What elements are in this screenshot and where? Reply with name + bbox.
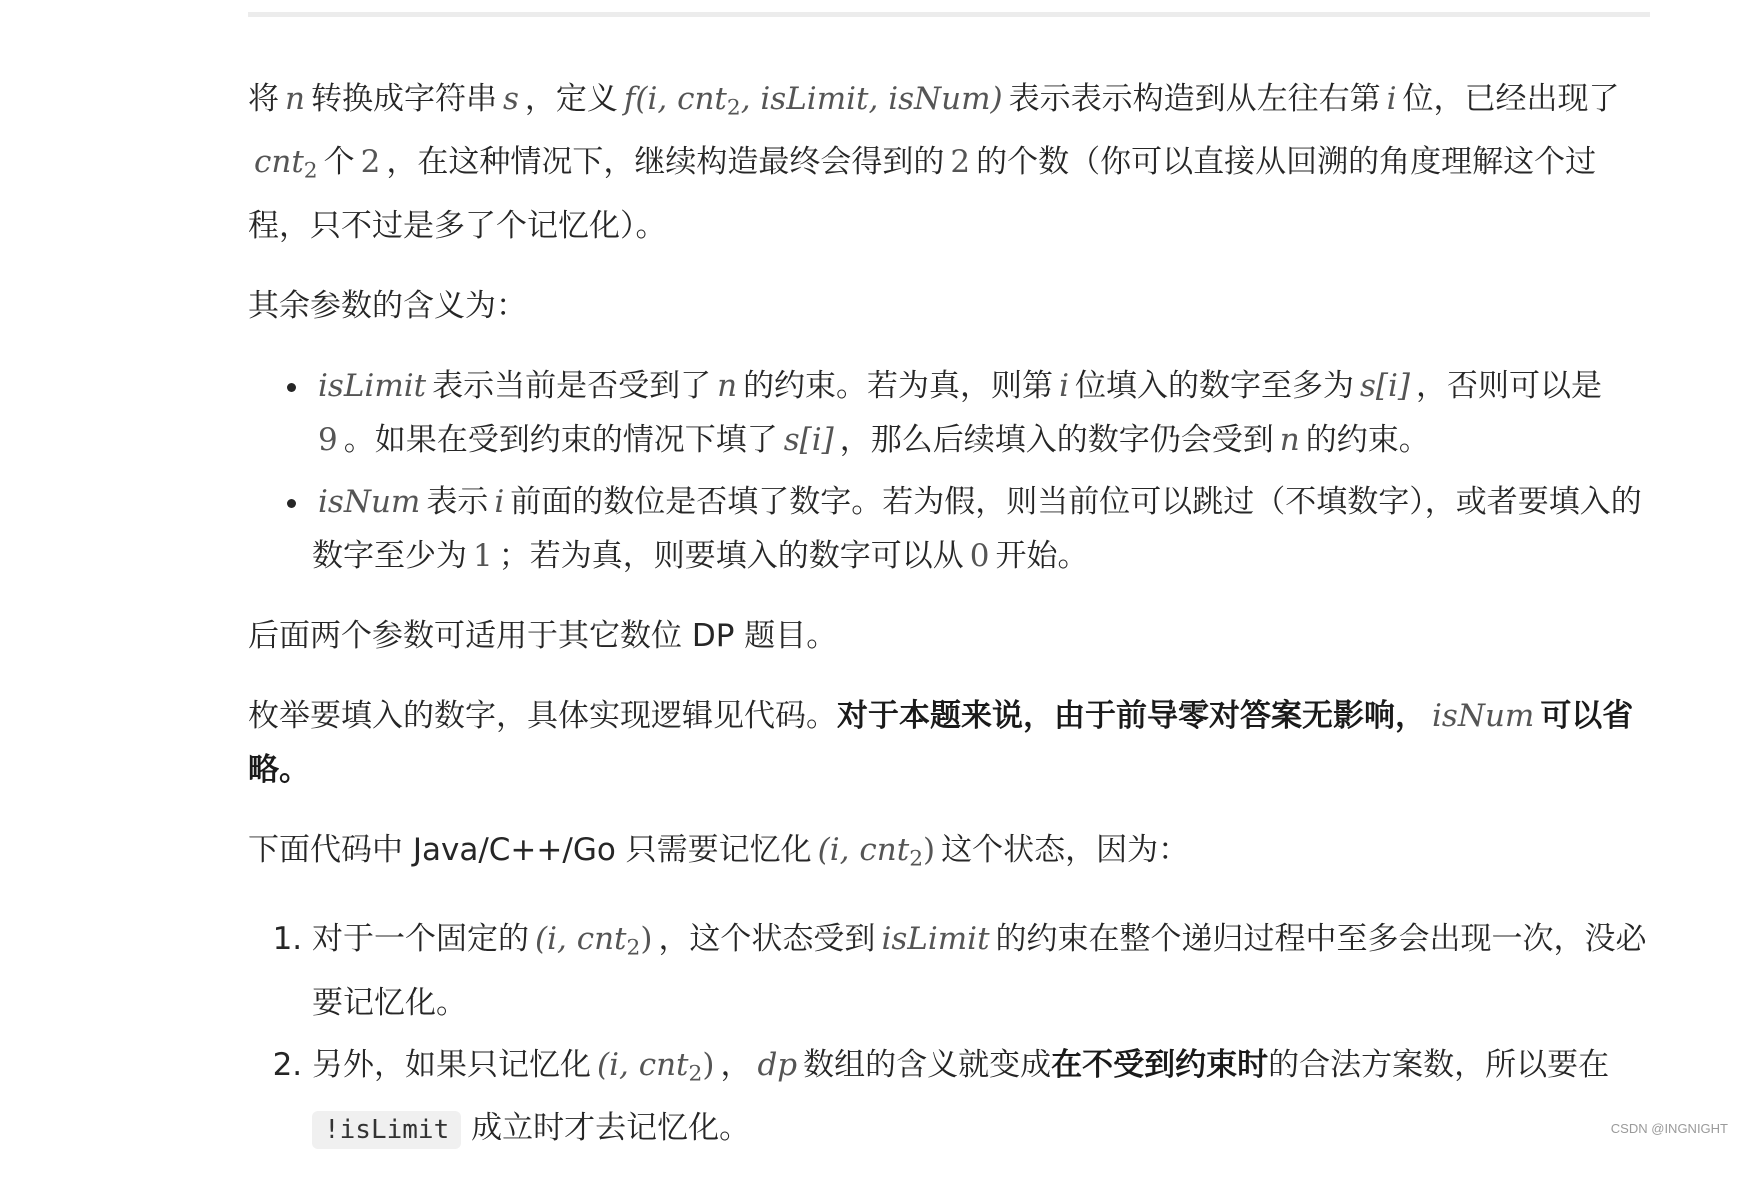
math-s: s (502, 81, 519, 117)
math-9: 9 (318, 421, 338, 458)
list-item-reason-2: 2. 另外，如果只记忆化 (i, cnt$_2$) ， dp 数组的含义就变成在不受到约束时的合法方案数，所以要在 !isLimit 成立时才去记忆化。 (312, 1038, 1658, 1157)
math-i: i (1386, 81, 1397, 117)
text: 个 (323, 144, 355, 181)
math-n: n (717, 367, 738, 404)
text: 转换成字符串 (310, 81, 497, 117)
text: 表示表示构造到从左往右第 (1008, 81, 1381, 117)
math-state: (i, cnt$_2$) (535, 921, 653, 961)
math-f: f(i, cnt$_2$, isLimit, isNum) (623, 81, 1003, 121)
math-1: 1 (473, 537, 493, 574)
math-i: i (494, 483, 505, 520)
math-i: i (1059, 367, 1069, 404)
text: ，在这种情况下，继续构造最终会得到的 (386, 144, 945, 181)
math-islimit: isLimit (318, 367, 427, 404)
math-dp: dp (757, 1046, 798, 1083)
text: 将 (248, 81, 279, 117)
list-item-islimit: • isLimit 表示当前是否受到了 n 的约束。若为真，则第 i 位填入的数字至多为 s[i] ，否则可以是9 。如果在受到约束的情况下填了 s[i] ，那么后续填入的数字仍会受到 n 的约束。 (312, 359, 1658, 467)
inline-code: !isLimit (312, 1111, 461, 1149)
paragraph-params-intro: 其余参数的含义为： (248, 287, 527, 324)
top-divider (248, 12, 1650, 17)
bold-text: 对于本题来说，由于前导零对答案无影响， (837, 697, 1426, 734)
math-isnum: isNum (318, 483, 421, 520)
math-islimit: isLimit (881, 921, 990, 958)
watermark: CSDN @INGNIGHT (1610, 1121, 1728, 1136)
math-s-i: s[i] (783, 421, 834, 458)
param-list (248, 359, 1658, 583)
math-s-i: s[i] (1359, 367, 1410, 404)
math-2: 2 (950, 144, 971, 181)
math-state: (i, cnt$_2$) (597, 1046, 715, 1087)
bold-text: 在不受到约束时 (1051, 1046, 1269, 1083)
math-state: (i, cnt$_2$) (817, 831, 936, 872)
math-n: n (285, 81, 305, 117)
math-2: 2 (360, 144, 381, 181)
text: ，定义 (524, 81, 618, 117)
math-cnt2: cnt$_2$ (254, 144, 318, 184)
math-isnum: isNum (1432, 697, 1535, 734)
bold-text: 可以省略。 (248, 697, 1634, 788)
math-n: n (1279, 421, 1300, 458)
list-item-reason-1: 1. 对于一个固定的 (i, cnt$_2$) ，这个状态受到 isLimit 的约束在整个递归过程中至多会出现一次，没必要记忆化。 (312, 912, 1658, 1029)
paragraph-memo-intro: 下面代码中 Java/C++/Go 只需要记忆化 (i, cnt$_2$) 这个状态，因为： (248, 831, 1190, 872)
list-item-isnum: • isNum 表示 i 前面的数位是否填了数字。若为假，则当前位可以跳过（不填数字），或者要填入的数字至少为 1 ；若为真，则要填入的数字可以从 0 开始。 (312, 475, 1658, 583)
paragraph-definition (248, 72, 1658, 253)
text: 位，已经出现了 (1402, 81, 1620, 117)
text: 的个数（你可以直接从回溯的角度理解这个过程，只不过是多了个记忆化）。 (248, 144, 1597, 244)
math-0: 0 (969, 537, 990, 574)
reason-list (248, 912, 1658, 1157)
paragraph-enumerate: 枚举要填入的数字，具体实现逻辑见代码。对于本题来说，由于前导零对答案无影响， isNum 可以省略。 (248, 697, 1634, 788)
paragraph-dp-note: 后面两个参数可适用于其它数位 DP 题目。 (248, 617, 838, 654)
article-content (248, 72, 1658, 1183)
